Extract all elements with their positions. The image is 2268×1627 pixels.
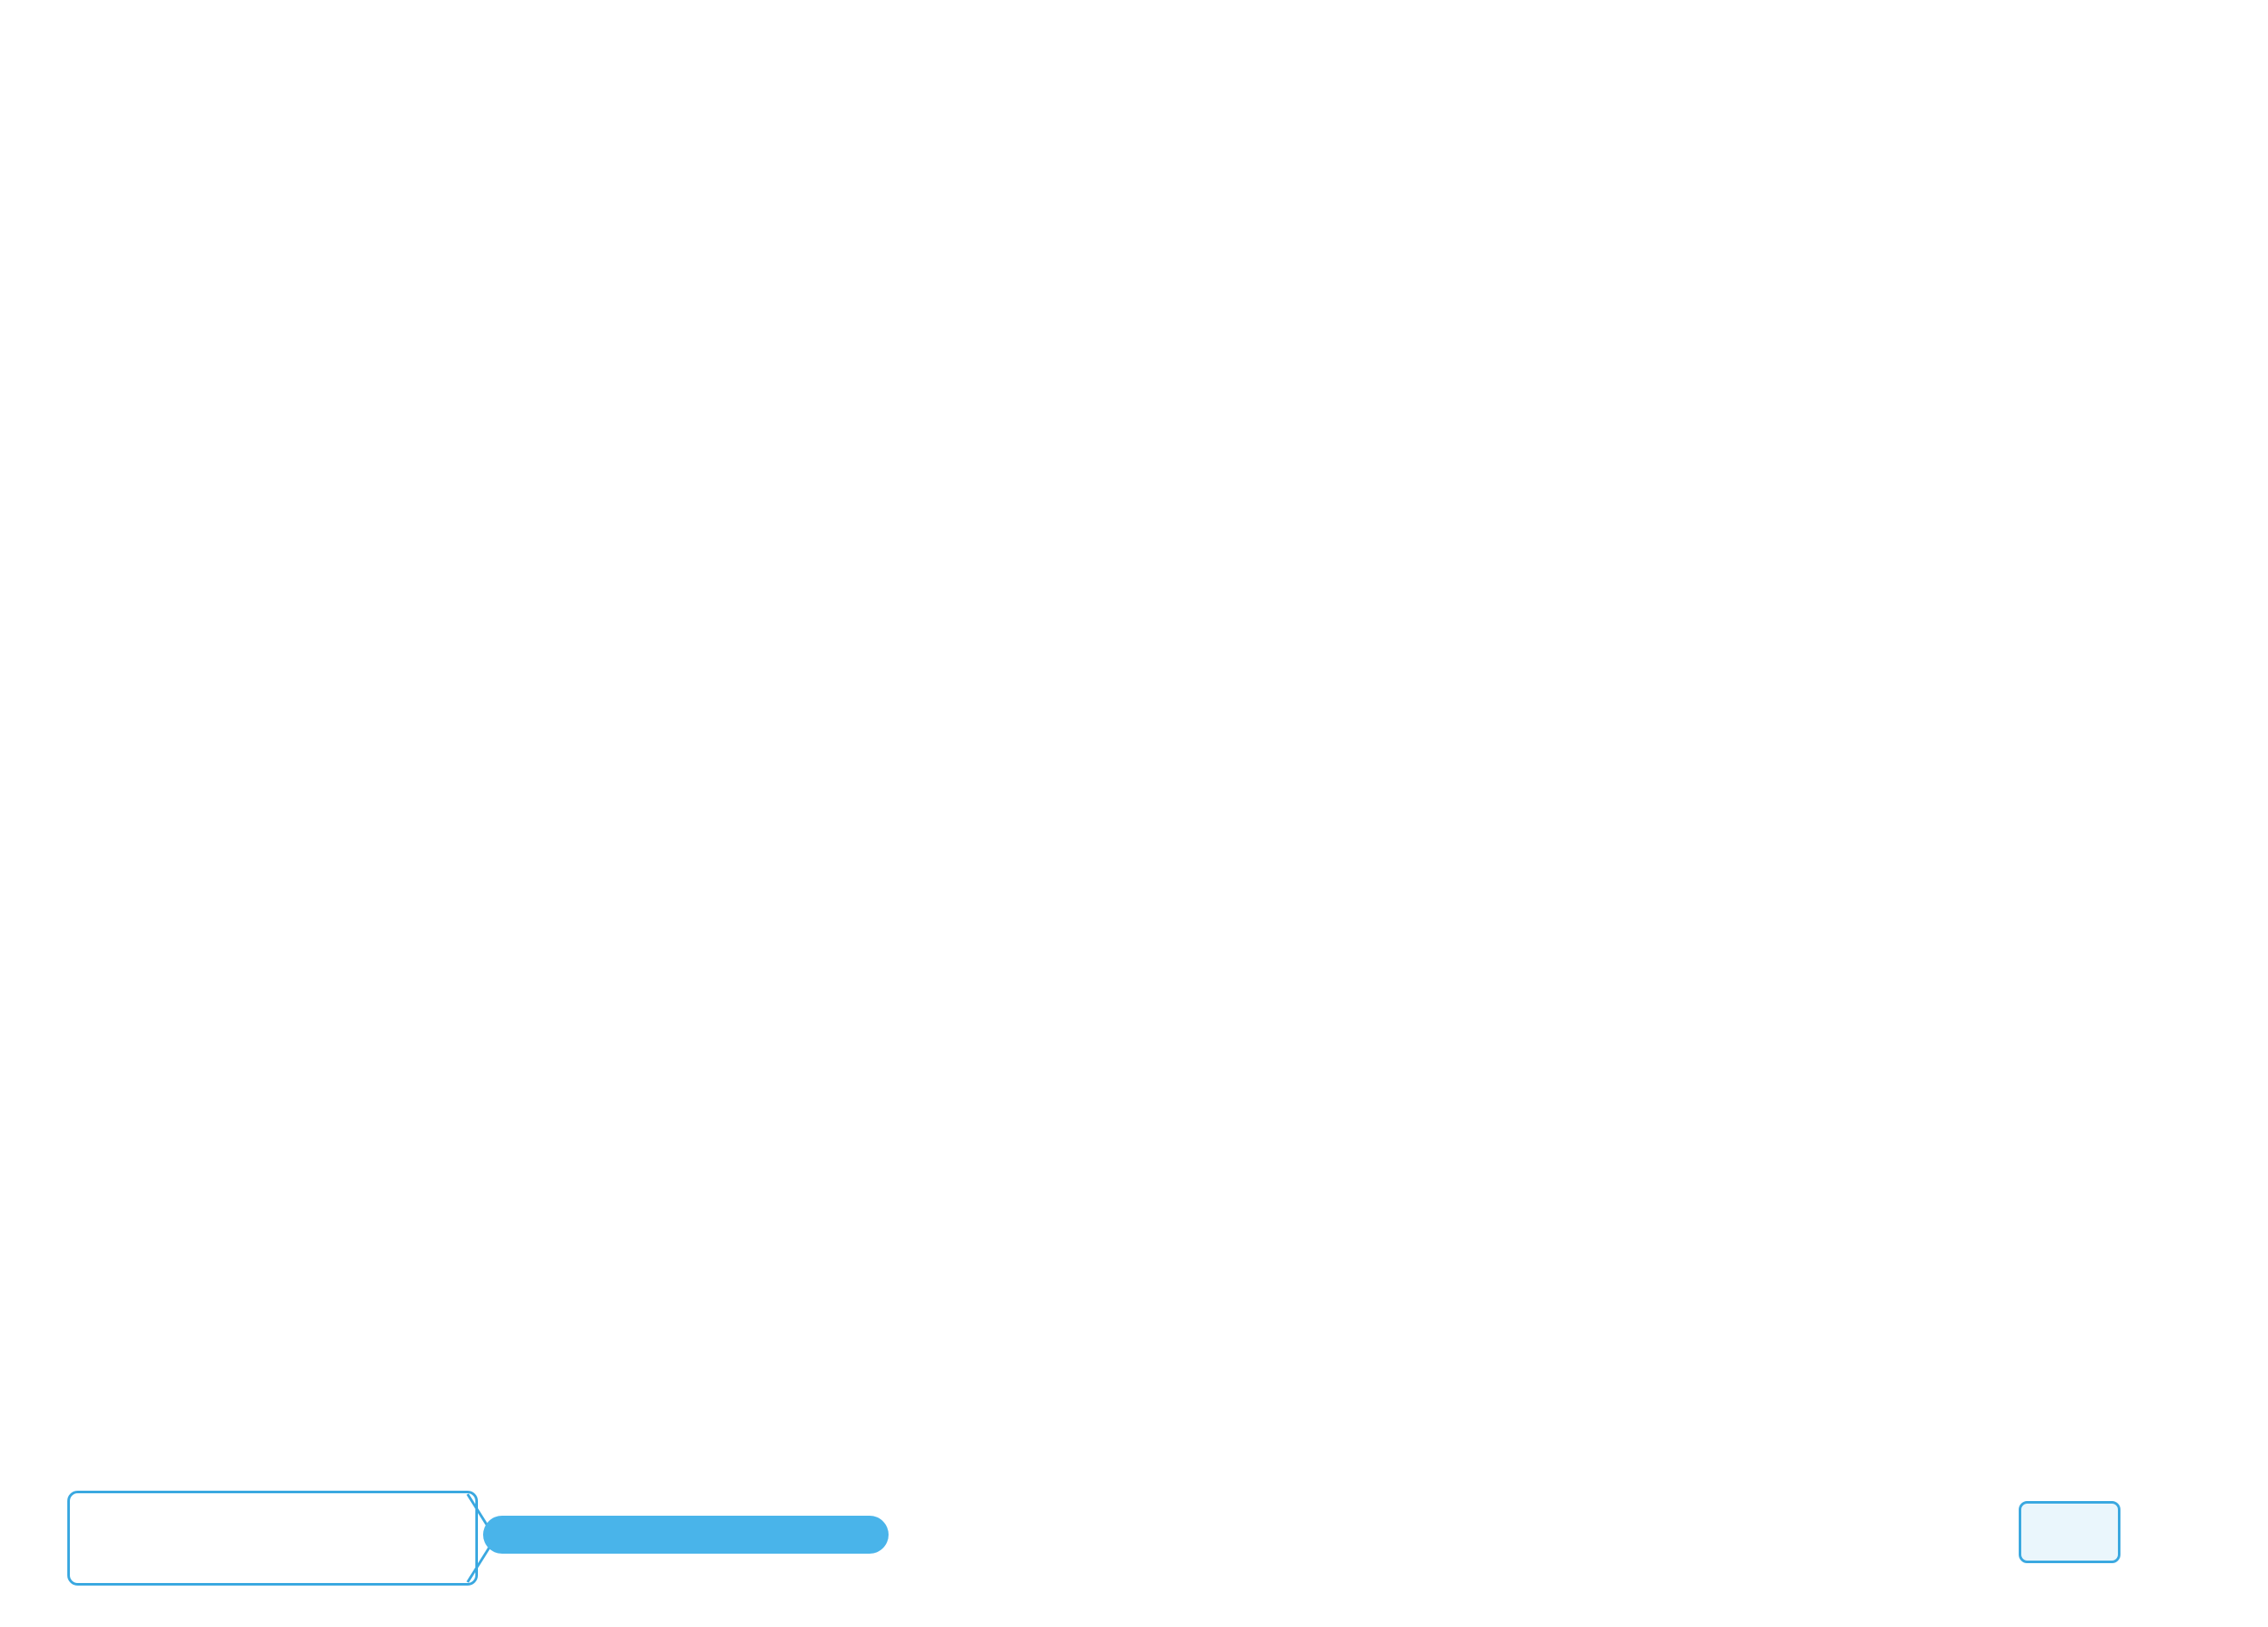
column-divider xyxy=(1132,250,1158,1441)
bottom-dot-border xyxy=(910,1501,2006,1544)
right-dot-border xyxy=(2161,173,2213,1553)
top-dot-border xyxy=(104,95,1829,147)
page-number xyxy=(2019,1501,2120,1563)
slogan-banner xyxy=(483,1516,889,1554)
star-rating-box xyxy=(67,1491,478,1586)
